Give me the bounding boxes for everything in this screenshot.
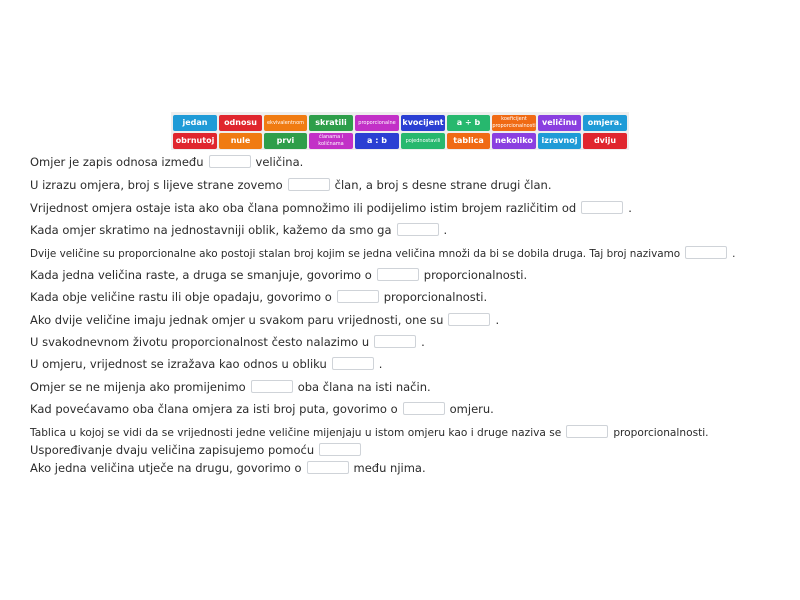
sentence-text: oba člana na isti način. <box>297 380 431 394</box>
sentence-text: Vrijednost omjera ostaje ista ako oba člana pomnožimo ili podijelimo istim brojem različitim od <box>30 201 577 215</box>
word-bank <box>171 112 629 150</box>
sentence-text: Kada obje veličine rastu ili obje opadaju, govorimo o <box>30 290 332 304</box>
answer-blank[interactable] <box>374 335 416 348</box>
sentence-text: član, a broj s desne strane drugi član. <box>334 178 552 192</box>
word-tile[interactable]: nekoliko <box>492 133 536 149</box>
word-tile[interactable]: ekvivalentnom <box>264 115 307 131</box>
sentence <box>30 201 632 215</box>
answer-blank[interactable] <box>209 155 251 168</box>
word-tile[interactable]: tablica <box>447 133 490 149</box>
sentence-text: Uspoređivanje dvaju veličina zapisujemo pomoću <box>30 443 315 457</box>
sentence <box>30 402 494 416</box>
answer-blank[interactable] <box>566 425 608 438</box>
sentence-text: . <box>443 223 448 237</box>
word-tile[interactable]: članama i količnama <box>309 133 353 149</box>
answer-blank[interactable] <box>448 313 490 326</box>
sentence <box>30 357 382 371</box>
word-tile[interactable]: skratili <box>309 115 353 131</box>
sentence-text: među njima. <box>353 461 426 475</box>
sentence-text: . <box>495 313 500 327</box>
sentence-text: Kad povećavamo oba člana omjera za isti broj puta, govorimo o <box>30 402 398 416</box>
sentence-text: Omjer se ne mijenja ako promijenimo <box>30 380 246 394</box>
word-tile[interactable]: proporcionalne <box>355 115 399 131</box>
sentence-text: veličina. <box>255 155 304 169</box>
sentence-text: Kada omjer skratimo na jednostavniji oblik, kažemo da smo ga <box>30 223 392 237</box>
answer-blank[interactable] <box>581 201 623 214</box>
word-tile[interactable]: jedan <box>173 115 217 131</box>
sentence <box>30 443 366 457</box>
word-tile[interactable]: dviju <box>583 133 627 149</box>
word-tile[interactable]: omjera. <box>583 115 627 131</box>
sentence <box>30 461 426 475</box>
word-tile[interactable]: nule <box>219 133 262 149</box>
sentence <box>30 178 552 192</box>
word-tile[interactable]: kvocijent <box>401 115 445 131</box>
sentence-text: . <box>732 248 736 260</box>
word-tile[interactable]: izravnoj <box>538 133 581 149</box>
sentence <box>30 380 431 394</box>
sentence <box>30 425 709 440</box>
answer-blank[interactable] <box>377 268 419 281</box>
answer-blank[interactable] <box>332 357 374 370</box>
sentence-text: Tablica u kojoj se vidi da se vrijednosti jedne veličine mijenjaju u istom omjeru kao i druge naziva se <box>30 427 562 439</box>
answer-blank[interactable] <box>319 443 361 456</box>
sentence <box>30 290 487 304</box>
sentence-text: proporcionalnosti. <box>423 268 528 282</box>
sentence-text: . <box>378 357 383 371</box>
sentence-text: U svakodnevnom životu proporcionalnost često nalazimo u <box>30 335 370 349</box>
sentence <box>30 335 425 349</box>
sentence-text: Ako dvije veličine imaju jednak omjer u svakom paru vrijednosti, one su <box>30 313 444 327</box>
answer-blank[interactable] <box>307 461 349 474</box>
sentence-text: U izrazu omjera, broj s lijeve strane zovemo <box>30 178 283 192</box>
sentence-text: U omjeru, vrijednost se izražava kao odnos u obliku <box>30 357 327 371</box>
sentence-text: . <box>421 335 425 349</box>
sentence <box>30 223 447 237</box>
sentence-text: Ako jedna veličina utječe na drugu, govorimo o <box>30 461 302 475</box>
word-tile[interactable]: pojednostavili <box>401 133 445 149</box>
answer-blank[interactable] <box>251 380 293 393</box>
sentence-text: Dvije veličine su proporcionalne ako postoji stalan broj kojim se jedna veličina množi da bi se dobila druga. Taj broj nazivamo <box>30 248 681 260</box>
word-tile[interactable]: odnosu <box>219 115 262 131</box>
word-tile[interactable]: koeficijent proporcionalnosti <box>492 116 536 129</box>
answer-blank[interactable] <box>288 178 330 191</box>
sentence-text: proporcionalnosti. <box>383 290 488 304</box>
sentence <box>30 313 499 327</box>
word-tile[interactable]: a : b <box>355 133 399 149</box>
sentence-text: omjeru. <box>449 402 494 416</box>
answer-blank[interactable] <box>685 246 727 259</box>
sentence-text: . <box>628 201 632 215</box>
word-tile[interactable]: a ÷ b <box>447 115 490 131</box>
answer-blank[interactable] <box>397 223 439 236</box>
sentence <box>30 246 735 261</box>
sentence-text: Kada jedna veličina raste, a druga se smanjuje, govorimo o <box>30 268 372 282</box>
word-tile[interactable]: obrnutoj <box>173 133 217 149</box>
sentence-text: proporcionalnosti. <box>613 427 709 439</box>
answer-blank[interactable] <box>337 290 379 303</box>
sentence-text: Omjer je zapis odnosa između <box>30 155 204 169</box>
word-tile[interactable]: veličinu <box>538 115 581 131</box>
sentence <box>30 155 303 169</box>
word-tile[interactable]: prvi <box>264 133 307 149</box>
answer-blank[interactable] <box>403 402 445 415</box>
sentence <box>30 268 527 282</box>
